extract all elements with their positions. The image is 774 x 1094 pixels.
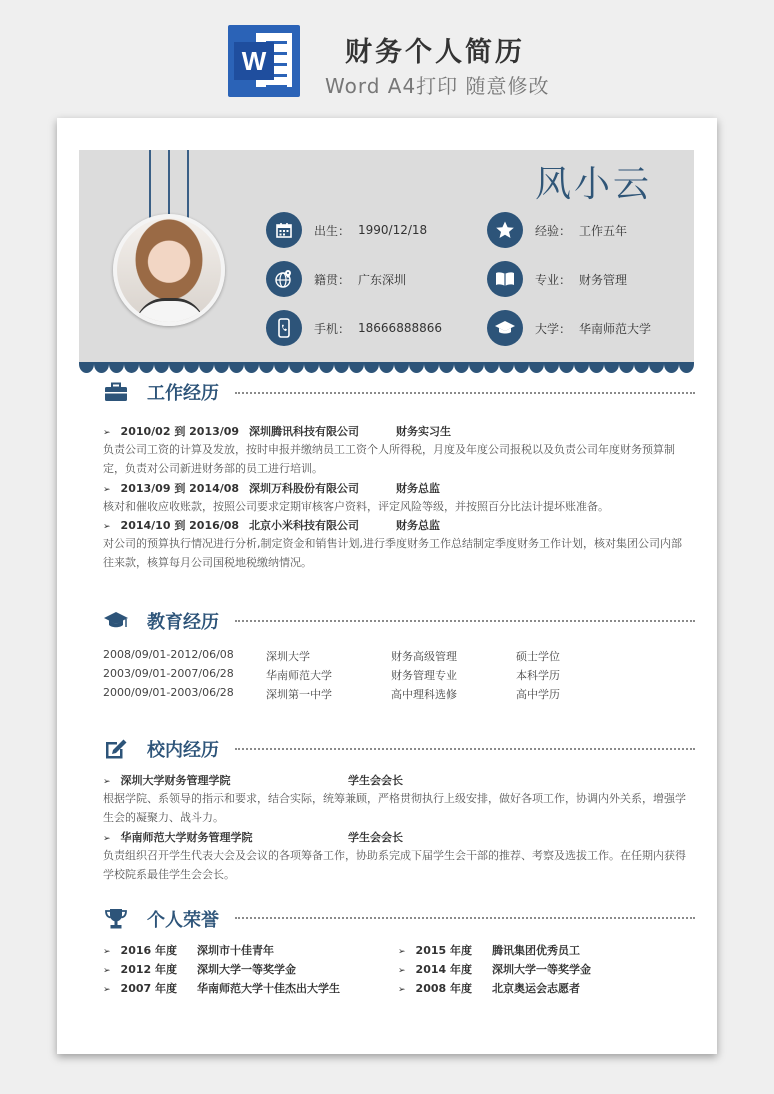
birth-value: 1990/12/18 bbox=[358, 223, 428, 237]
work-item-desc: 负责公司工资的计算及发放，按时申报并缴纳员工工资个人所得税，月度及年度公司报税以及负责公司年度财务预算制定，负责对公司新进财务部的员工进行培训。 bbox=[103, 443, 675, 475]
honor-name: 深圳市十佳青年 bbox=[197, 944, 274, 957]
honor-year: 2016 年度 bbox=[120, 944, 177, 957]
word-icon bbox=[228, 25, 300, 97]
honors-section-title bbox=[103, 906, 219, 932]
university-info bbox=[487, 310, 651, 346]
divider bbox=[235, 620, 695, 622]
honor-year: 2008 年度 bbox=[415, 982, 472, 995]
hanging-line bbox=[187, 150, 189, 218]
avatar bbox=[113, 214, 225, 326]
campus-section-title bbox=[103, 736, 219, 762]
arrow-icon: ➢ bbox=[103, 485, 111, 495]
calendar-icon bbox=[266, 212, 302, 248]
campus-item-desc: 负责组织召开学生代表大会及会议的各项筹备工作，协助系完成下届学生会干部的推荐、考察及选拔工作。在任期内获得学校院系最佳学生会会长。 bbox=[103, 849, 686, 881]
arrow-icon: ➢ bbox=[103, 966, 111, 976]
scallop-border bbox=[79, 362, 694, 374]
work-title-text: 工作经历 bbox=[147, 383, 219, 404]
resume-page bbox=[57, 118, 717, 1054]
phone-icon bbox=[266, 310, 302, 346]
experience-label: 经验： bbox=[535, 223, 572, 238]
education-school: 深圳第一中学 bbox=[266, 688, 332, 701]
education-major: 高中理科选修 bbox=[391, 688, 457, 701]
work-item-header: ➢ 2010/02 到 2013/09 深圳腾讯科技有限公司 财务实习生 bbox=[103, 425, 451, 438]
major-info bbox=[487, 261, 627, 297]
briefcase-icon bbox=[103, 380, 129, 404]
arrow-icon: ➢ bbox=[398, 985, 406, 995]
education-school: 深圳大学 bbox=[266, 650, 310, 663]
origin-value: 广东深圳 bbox=[358, 272, 407, 287]
person-name: 风小云 bbox=[535, 164, 653, 205]
honor-item bbox=[103, 980, 340, 996]
honor-year: 2007 年度 bbox=[120, 982, 177, 995]
education-period: 2003/09/01-2007/06/28 bbox=[103, 667, 234, 680]
work-item-desc: 对公司的预算执行情况进行分析,制定资金和销售计划,进行季度财务工作总结制定季度财务工作计划，核对集团公司内部往来款，核算每月公司国税地税缴纳情况。 bbox=[103, 537, 682, 569]
arrow-icon: ➢ bbox=[103, 428, 111, 438]
phone-value: 18666888866 bbox=[358, 321, 442, 335]
banner-title: 财务个人简历 bbox=[345, 37, 525, 68]
honor-year: 2012 年度 bbox=[120, 963, 177, 976]
graduation-cap-icon bbox=[103, 609, 129, 633]
education-degree: 硕士学位 bbox=[516, 650, 560, 663]
education-title-text: 教育经历 bbox=[147, 612, 219, 633]
campus-item-desc: 根据学院、系领导的指示和要求，结合实际，统筹兼顾，严格贯彻执行上级安排，做好各项工作，协调内外关系，增强学生会的凝聚力、战斗力。 bbox=[103, 792, 686, 824]
major-value: 财务管理 bbox=[579, 272, 628, 287]
arrow-icon: ➢ bbox=[103, 522, 111, 532]
honors-title-text: 个人荣誉 bbox=[147, 910, 219, 931]
arrow-icon: ➢ bbox=[103, 834, 111, 844]
honor-name: 华南师范大学十佳杰出大学生 bbox=[197, 982, 340, 995]
divider bbox=[235, 917, 695, 919]
arrow-icon: ➢ bbox=[398, 966, 406, 976]
education-major: 财务高级管理 bbox=[391, 650, 457, 663]
trophy-icon bbox=[103, 907, 129, 931]
experience-info bbox=[487, 212, 627, 248]
hanging-line bbox=[149, 150, 151, 218]
arrow-icon: ➢ bbox=[103, 777, 111, 787]
phone-label: 手机： bbox=[314, 321, 351, 336]
honor-name: 腾讯集团优秀员工 bbox=[492, 944, 580, 957]
phone-info bbox=[266, 310, 442, 346]
edit-icon bbox=[103, 737, 129, 761]
education-degree: 本科学历 bbox=[516, 669, 560, 682]
hanging-line bbox=[168, 150, 170, 214]
honor-item bbox=[398, 942, 580, 958]
honor-name: 北京奥运会志愿者 bbox=[492, 982, 580, 995]
star-icon bbox=[487, 212, 523, 248]
book-icon bbox=[487, 261, 523, 297]
university-value: 华南师范大学 bbox=[579, 321, 652, 336]
campus-item-header: ➢ 深圳大学财务管理学院 学生会会长 bbox=[103, 774, 403, 787]
campus-item-header: ➢ 华南师范大学财务管理学院 学生会会长 bbox=[103, 831, 403, 844]
campus-title-text: 校内经历 bbox=[147, 740, 219, 761]
university-label: 大学： bbox=[535, 321, 572, 336]
work-item-desc: 核对和催收应收账款，按照公司要求定期审核客户资料，评定风险等级，并按照百分比法计提坏账准备。 bbox=[103, 500, 609, 513]
divider bbox=[235, 748, 695, 750]
origin-label: 籍贯： bbox=[314, 272, 351, 287]
origin-info bbox=[266, 261, 406, 297]
globe-pin-icon bbox=[266, 261, 302, 297]
word-icon-letter: W bbox=[234, 42, 274, 80]
honor-year: 2015 年度 bbox=[415, 944, 472, 957]
banner-subtitle: Word A4打印 随意修改 bbox=[325, 74, 550, 98]
birth-info bbox=[266, 212, 427, 248]
top-banner bbox=[0, 0, 774, 110]
birth-label: 出生： bbox=[314, 223, 351, 238]
education-period: 2008/09/01-2012/06/08 bbox=[103, 648, 234, 661]
divider bbox=[235, 392, 695, 394]
education-school: 华南师范大学 bbox=[266, 669, 332, 682]
graduation-cap-icon bbox=[487, 310, 523, 346]
education-period: 2000/09/01-2003/06/28 bbox=[103, 686, 234, 699]
experience-value: 工作五年 bbox=[579, 223, 628, 238]
arrow-icon: ➢ bbox=[398, 947, 406, 957]
education-section-title bbox=[103, 608, 219, 634]
arrow-icon: ➢ bbox=[103, 947, 111, 957]
honor-year: 2014 年度 bbox=[415, 963, 472, 976]
honor-name: 深圳大学一等奖学金 bbox=[492, 963, 591, 976]
honor-item bbox=[103, 961, 296, 977]
honor-item bbox=[398, 961, 591, 977]
work-item-header: ➢ 2013/09 到 2014/08 深圳万科股份有限公司 财务总监 bbox=[103, 482, 440, 495]
work-item-header: ➢ 2014/10 到 2016/08 北京小米科技有限公司 财务总监 bbox=[103, 519, 440, 532]
education-degree: 高中学历 bbox=[516, 688, 560, 701]
arrow-icon: ➢ bbox=[103, 985, 111, 995]
major-label: 专业： bbox=[535, 272, 572, 287]
education-major: 财务管理专业 bbox=[391, 669, 457, 682]
honor-item bbox=[398, 980, 580, 996]
honor-item bbox=[103, 942, 274, 958]
honor-name: 深圳大学一等奖学金 bbox=[197, 963, 296, 976]
work-section-title bbox=[103, 379, 219, 405]
